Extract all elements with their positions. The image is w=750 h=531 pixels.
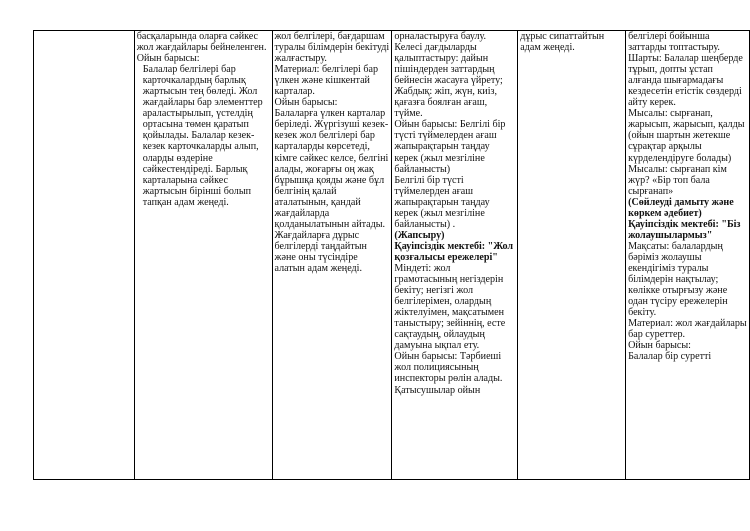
cell-paragraph: басқаларында оларға сәйкес жол жағдайлары бейнеленген. (136, 31, 267, 54)
cell-paragraph: Ойын барысы: (628, 340, 691, 352)
cell-paragraph: (Жапсыру) (394, 229, 445, 241)
cell-paragraph: Ойын барысы: (274, 97, 338, 109)
cell-paragraph: Материал: жол жағдайлары бар суреттер. (628, 318, 747, 341)
cell-paragraph: Ойын барысы: Белгілі бір түсті түймелерден ағаш жапырақтарын таңдау керек (жыл мезгіліне байланысты) (394, 119, 506, 175)
cell-col-2 (272, 31, 392, 480)
cell-col-5 (626, 31, 750, 480)
cell-paragraph: Қауіпсіздік мектебі: "Біз жолаушылармыз" (628, 218, 741, 241)
cell-paragraph: Материал: белгілері бар үлкен және кішкентай карталар. (274, 64, 379, 98)
cell-paragraph: дұрыс сипаттайтын адам жеңеді. (520, 31, 605, 54)
cell-col-3 (392, 31, 518, 480)
cell-paragraph: Шарты: Балалар шеңберде тұрып, допты ұстап алғанда шығармадағы кездесетін етістік сөздерді айту керек. (628, 53, 743, 109)
cell-paragraph: Міндеті: жол грамотасының негіздерін бекіту; негізгі жол белгілерімен, олардың жіктелуімен, мақсатымен таныстыру; зейіннің, есте сақтаудың, ойлаудың дамуына ықпал ету. (394, 262, 506, 352)
cell-paragraph: Жабдық: жіп, жүн, киіз, қағазға боялған ағаш, түйме. (394, 86, 498, 120)
cell-paragraph: Қауіпсіздік мектебі: "Жол қозғалысы ережелері" (394, 240, 514, 263)
cell-paragraph: (ойын шартын жетекше сұрақтар арқылы күрделендіруге болады) (628, 130, 732, 164)
cell-paragraph: белгілері бойынша заттарды топтастыру. (628, 31, 720, 54)
activity-table (33, 30, 750, 480)
cell-paragraph: Ойын барысы: (136, 53, 200, 65)
cell-paragraph: Ойын барысы: Тәрбиеші жол полициясының инспекторы рөлін алады. Қатысушылар ойын (394, 351, 503, 396)
cell-paragraph: Мақсаты: балалардың бәрімiз жолаушы екендігіміз туралы білімдерін нақтылау; көлікке отырғызу және одан түсіру ережелерін бекіту. (628, 240, 728, 319)
cell-col-0 (34, 31, 135, 480)
cell-paragraph: Мысалы: сырғанап, жарысып, жарысып, қалды (628, 108, 745, 131)
cell-paragraph: (Сөйлеуді дамыту және көркем әдебиет) (628, 196, 734, 219)
cell-paragraph: орналастыруға баулу. (394, 31, 487, 42)
cell-paragraph: Келесі дағдыларды қалыптастыру: дайын пішіндерден заттардың бейнесін жасауға үйрету; (394, 42, 503, 87)
cell-col-4 (518, 31, 626, 480)
cell-paragraph: Балалар белгілері бар карточкалардың барлық жартысын тең бөледі. Жол жағдайлары бар элементтер араластырылып, үстелдің ортасына төмен қаратып қойылады. Балалар кезек-кезек карточкаларды алып, оларды өздеріне сәйкестендіреді. Барлық карталарына сәйкес жартысын бірінші болып тапқан адам жеңеді. (142, 64, 263, 208)
cell-col-1 (134, 31, 272, 480)
cell-paragraph: Балаларға үлкен карталар беріледі. Жүргізуші кезек-кезек жол белгілері бар карталарды көрсетеді, кімге сәйкес келсе, белгіні алады, жоғарғы оң жақ бұрышқа қояды және бұл белгінің қалай аталатынын, қандай жағдайларда қолданылатынын айтады. Жағдайларға дұрыс белгілерді таңдайтын және оны түсіндіре алатын адам жеңеді. (274, 108, 389, 274)
cell-paragraph: Белгілі бір түсті түймелерден ағаш жапырақтарын таңдау керек (жыл мезгіліне байланысты) . (394, 174, 490, 230)
cell-paragraph: Балалар бір суретті (628, 351, 712, 363)
table-row (34, 31, 750, 480)
cell-paragraph: Мысалы: сырғанап кім жүр? «Бір топ бала сырғанап» (628, 163, 727, 197)
cell-paragraph: жол белгілері, бағдаршам туралы білімдерін бекітуді жалғастыру. (274, 31, 390, 65)
